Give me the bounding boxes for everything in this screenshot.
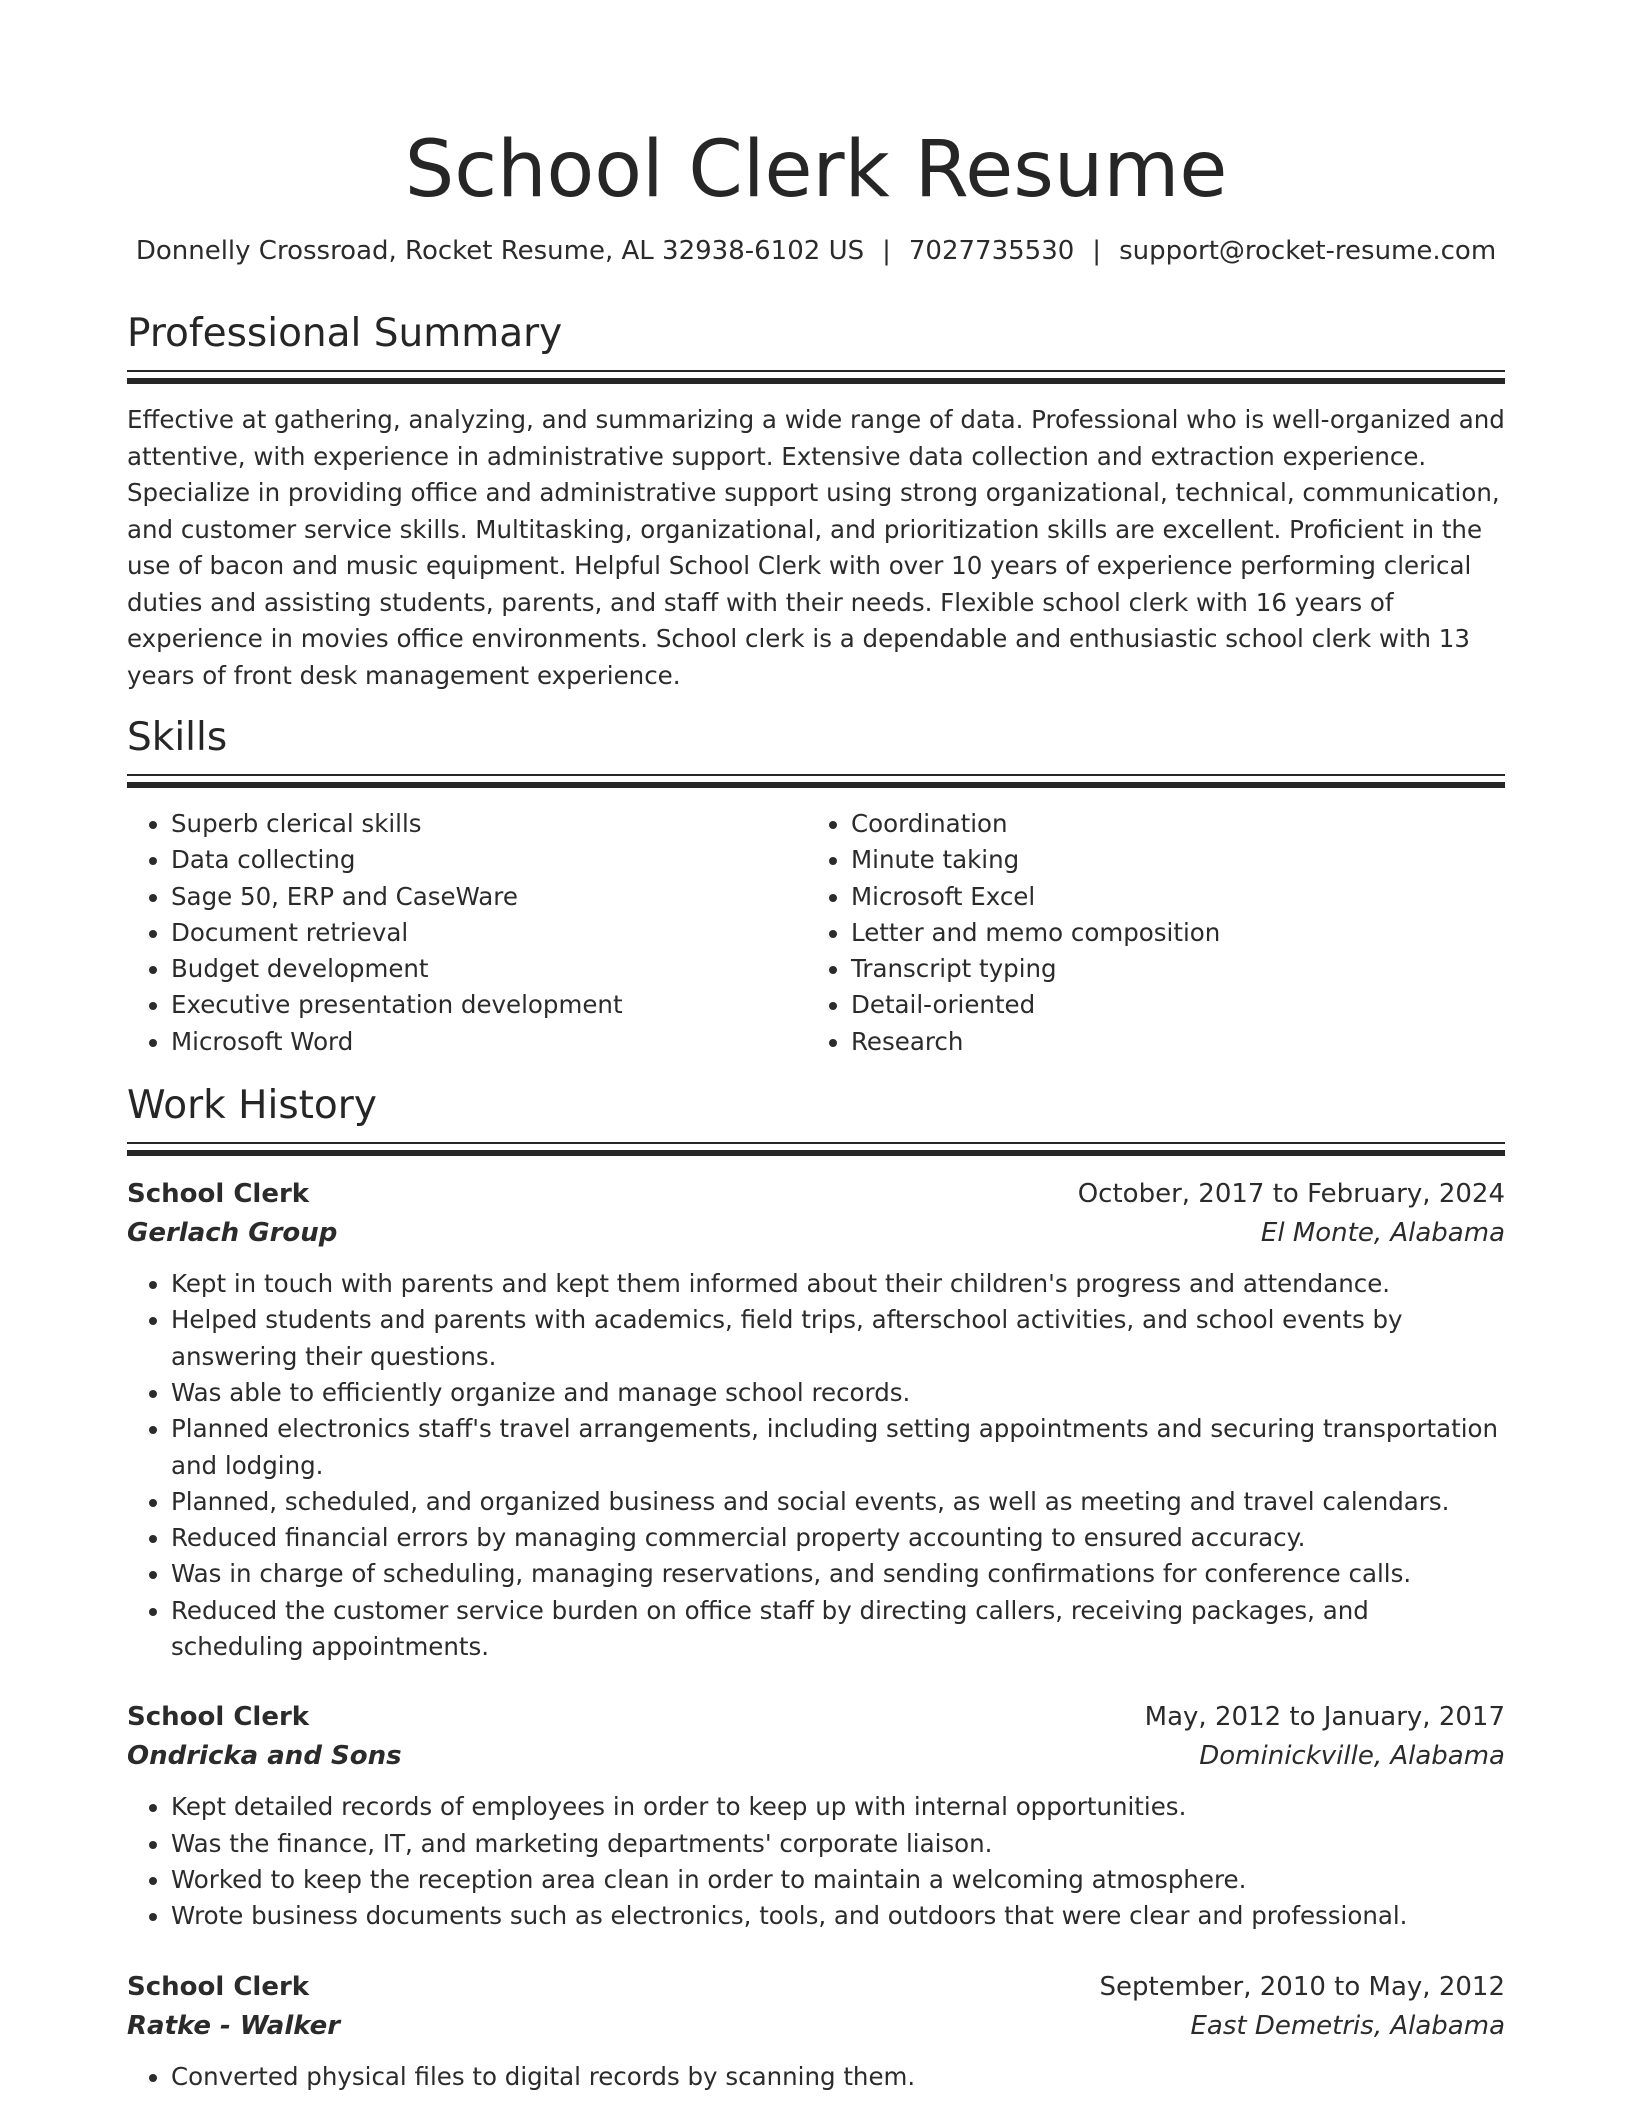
skill-item: • Microsoft Excel: [851, 879, 1487, 915]
skill-item: • Detail-oriented: [851, 987, 1487, 1023]
skill-item: • Executive presentation development: [171, 987, 807, 1023]
job-company: Ondricka and Sons: [127, 1741, 402, 1772]
job-subheader: [127, 1214, 1505, 1252]
job-company: Ratke - Walker: [127, 2010, 341, 2041]
work-heading: Work History: [127, 1083, 377, 1129]
job-entry: [127, 1174, 1505, 1665]
job-header: [127, 1967, 1505, 2007]
job-title: School Clerk: [127, 1702, 310, 1733]
job-title: School Clerk: [127, 1179, 310, 1210]
job-bullet: • Kept in touch with parents and kept them informed about their children's progress and attendance.: [171, 1266, 1505, 1302]
job-bullet: • Was the finance, IT, and marketing departments' corporate liaison.: [171, 1826, 1505, 1862]
skill-item: • Data collecting: [171, 842, 807, 878]
summary-heading: Professional Summary: [127, 311, 563, 356]
job-bullets: [127, 2059, 1505, 2095]
job-bullets: [127, 1266, 1505, 1665]
contact-line: [127, 234, 1505, 268]
skill-item: • Sage 50, ERP and CaseWare: [171, 879, 807, 915]
job-bullet: • Planned electronics staff's travel arrangements, including setting appointments and securing transportation and lodging.: [171, 1411, 1505, 1484]
job-company: Gerlach Group: [127, 1218, 338, 1249]
job-bullet: • Helped students and parents with academics, field trips, afterschool activities, and school events by answering their questions.: [171, 1302, 1505, 1375]
job-bullet: • Kept detailed records of employees in order to keep up with internal opportunities.: [171, 1789, 1505, 1825]
skill-item: • Superb clerical skills: [171, 806, 807, 842]
summary-section: [127, 310, 1505, 694]
job-dates: October, 2017 to February, 2024: [1077, 1179, 1505, 1210]
job-bullet: • Reduced the customer service burden on office staff by directing callers, receiving packages, and scheduling appointments.: [171, 1593, 1505, 1666]
job-subheader: [127, 2007, 1505, 2045]
job-header: [127, 1174, 1505, 1214]
job-bullet: • Planned, scheduled, and organized business and social events, as well as meeting and travel calendars.: [171, 1484, 1505, 1520]
job-dates: May, 2012 to January, 2017: [1144, 1702, 1505, 1733]
job-location: East Demetris, Alabama: [1190, 2010, 1505, 2041]
job-bullet: • Converted physical files to digital records by scanning them.: [171, 2059, 1505, 2095]
contact-separator: |: [1092, 236, 1102, 266]
job-location: El Monte, Alabama: [1260, 1218, 1505, 1249]
section-divider: [127, 370, 1505, 384]
job-dates: September, 2010 to May, 2012: [1099, 1971, 1505, 2002]
skill-item: • Coordination: [851, 806, 1487, 842]
skill-item: • Minute taking: [851, 842, 1487, 878]
job-subheader: [127, 1737, 1505, 1775]
skill-item: • Letter and memo composition: [851, 915, 1487, 951]
contact-phone: 7027735530: [908, 236, 1075, 266]
resume-title: School Clerk Resume: [404, 125, 1228, 215]
contact-separator: |: [882, 236, 891, 266]
skill-item: • Document retrieval: [171, 915, 807, 951]
job-bullets: [127, 1789, 1505, 1934]
job-bullet: • Worked to keep the reception area clean in order to maintain a welcoming atmosphere.: [171, 1862, 1505, 1898]
skills-section: [127, 714, 1505, 1060]
job-entry: [127, 1697, 1505, 1934]
skills-list-right: [807, 806, 1487, 1060]
section-divider: [127, 774, 1505, 788]
job-title: School Clerk: [127, 1971, 310, 2002]
skill-item: • Microsoft Word: [171, 1024, 807, 1060]
job-location: Dominickville, Alabama: [1199, 1741, 1505, 1772]
skills-columns: [127, 806, 1505, 1060]
contact-email: support@rocket-resume.com: [1119, 236, 1497, 266]
section-divider: [127, 1142, 1505, 1156]
skill-item: • Budget development: [171, 951, 807, 987]
skills-heading: Skills: [127, 715, 228, 760]
skill-item: • Research: [851, 1024, 1487, 1060]
job-bullet: • Wrote business documents such as electronics, tools, and outdoors that were clear and professional.: [171, 1898, 1505, 1934]
skills-list-left: [127, 806, 807, 1060]
job-bullet: • Was in charge of scheduling, managing reservations, and sending confirmations for conference calls.: [171, 1556, 1505, 1592]
skill-item: • Transcript typing: [851, 951, 1487, 987]
resume-page: [127, 0, 1505, 2127]
contact-address: Donnelly Crossroad, Rocket Resume, AL 32938-6102 US: [135, 236, 865, 266]
work-section: [127, 1082, 1505, 2095]
job-entry: [127, 1967, 1505, 2095]
job-header: [127, 1697, 1505, 1737]
summary-text: Effective at gathering, analyzing, and summarizing a wide range of data. Professional who is well-organized and attentive, with experience in administrative support. Extensive data collection and extraction experience. Specialize in providing office and administrative support using strong organizational, technical, communication, and customer service skills. Multitasking, organizational, and prioritization skills are excellent. Proficient in the use of bacon and music equipment. Helpful School Clerk with over 10 years of experience performing clerical duties and assisting students, parents, and staff with their needs. Flexible school clerk with 16 years of experience in movies office environments. School clerk is a dependable and enthusiastic school clerk with 13 years of front desk management experience.: [127, 405, 1505, 690]
job-bullet: • Was able to efficiently organize and manage school records.: [171, 1375, 1505, 1411]
job-bullet: • Reduced financial errors by managing commercial property accounting to ensured accuracy.: [171, 1520, 1505, 1556]
